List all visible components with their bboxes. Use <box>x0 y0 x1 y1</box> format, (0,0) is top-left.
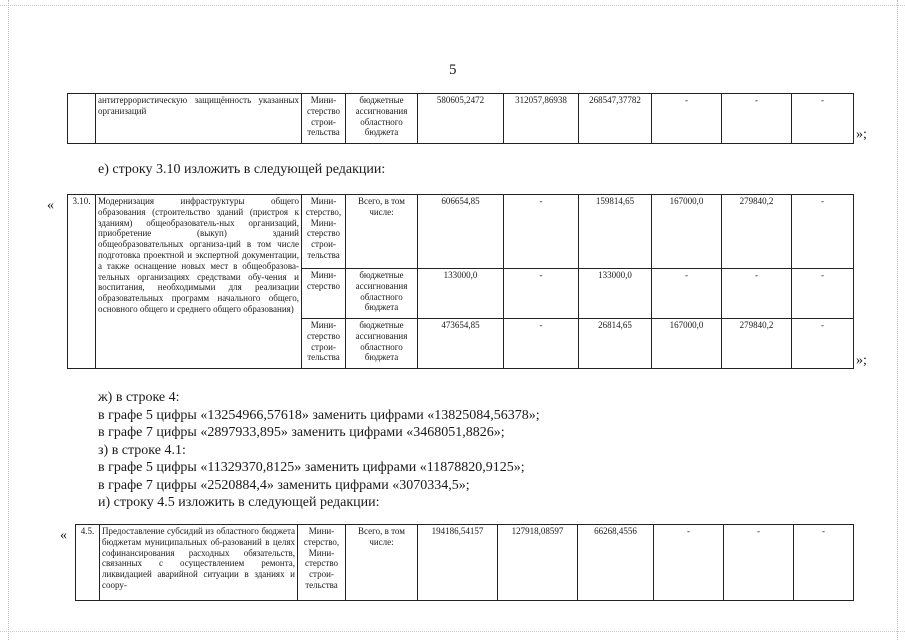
paragraph-line: в графе 7 цифры «2520884,4» заменить цифрами «3070334,5»; <box>98 477 470 493</box>
opening-quote: « <box>60 528 67 543</box>
ministry-cell: Мини-стерство, Мини-стерство строи-тельства <box>302 195 346 269</box>
closing-quote: »; <box>856 353 867 368</box>
row-number <box>68 94 96 144</box>
value-cell: 26814,65 <box>579 319 652 369</box>
value-cell: - <box>722 94 792 144</box>
value-cell: - <box>722 269 792 319</box>
value-cell: 133000,0 <box>418 269 504 319</box>
table-row <box>68 94 854 144</box>
value-cell: 127918,08597 <box>498 525 578 601</box>
ministry-cell: Мини-стерство <box>302 269 346 319</box>
value-cell: 167000,0 <box>652 319 722 369</box>
value-cell: 606654,85 <box>418 195 504 269</box>
paragraph-line: и) строку 4.5 изложить в следующей редакции: <box>98 495 380 510</box>
source-cell: бюджетные ассигнования областного бюджета <box>346 269 418 319</box>
table-row <box>68 195 854 269</box>
ministry-cell: Мини-стерство строи-тельства <box>302 319 346 369</box>
value-cell: 580605,2472 <box>418 94 504 144</box>
instruction-paragraphs <box>98 389 540 512</box>
value-cell: - <box>504 319 579 369</box>
closing-quote: »; <box>856 127 867 142</box>
paragraph-line: ж) в строке 4: <box>98 390 180 405</box>
row-text: Предоставление субсидий из областного бюджета бюджетам муниципальных об-разований в целях софинансирования расходных обязательств, связанных с осуществлением ремонта, ликвидацией аварийной ситуации в зданиях и соору- <box>100 525 298 601</box>
value-cell: - <box>504 195 579 269</box>
source-cell: бюджетные ассигнования областного бюджета <box>346 319 418 369</box>
table-row-3-10 <box>67 194 854 369</box>
value-cell: 268547,37782 <box>579 94 652 144</box>
value-cell: 312057,86938 <box>504 94 579 144</box>
value-cell: - <box>652 269 722 319</box>
value-cell: 279840,2 <box>722 319 792 369</box>
instruction-heading: е) строку 3.10 изложить в следующей редакции: <box>98 162 386 177</box>
row-text: Модернизация инфраструктуры общего образования (строительство зданий (пристроя к зданиям) общеобразователь-ных организаций, приобретение (выкуп) зданий общеобразовательных организа-ций в том числе подготовка проектной и экспертной документации, а также оснащение новых мест в общеобразова-тельных организациях средствами обу-чения и воспитания, необходимыми для реализации образовательных программ начального общего, основного общего и среднего общего образования) <box>96 195 302 369</box>
scan-edge-left <box>8 0 9 640</box>
value-cell: - <box>654 525 724 601</box>
row-number: 3.10. <box>68 195 96 369</box>
table-continuation <box>67 93 854 144</box>
paragraph-line: в графе 5 цифры «13254966,57618» заменить цифрами «13825084,56378»; <box>98 407 540 423</box>
table-row-4-5 <box>75 524 854 601</box>
row-number: 4.5. <box>76 525 100 601</box>
value-cell: - <box>794 525 854 601</box>
paragraph-line: в графе 5 цифры «11329370,8125» заменить цифрами «11878820,9125»; <box>98 460 525 475</box>
ministry-cell: Мини-стерство строи-тельства <box>302 94 346 144</box>
paragraph-line: з) в строке 4.1: <box>98 442 186 458</box>
scan-edge-top <box>0 5 905 6</box>
table-row <box>76 525 854 601</box>
value-cell: 159814,65 <box>579 195 652 269</box>
page-number: 5 <box>449 62 457 78</box>
value-cell: - <box>792 269 854 319</box>
row-text: антитеррористическую защищённость указанных организаций <box>96 94 302 144</box>
value-cell: - <box>792 195 854 269</box>
value-cell: - <box>652 94 722 144</box>
opening-quote: « <box>47 198 54 213</box>
value-cell: 473654,85 <box>418 319 504 369</box>
value-cell: 194186,54157 <box>418 525 498 601</box>
source-cell: Всего, в том числе: <box>346 195 418 269</box>
source-cell: бюджетные ассигнования областного бюджета <box>346 94 418 144</box>
scan-edge-bottom <box>0 631 905 632</box>
value-cell: - <box>504 269 579 319</box>
value-cell: 279840,2 <box>722 195 792 269</box>
value-cell: 66268,4556 <box>578 525 654 601</box>
value-cell: - <box>724 525 794 601</box>
scan-edge-right <box>897 0 898 640</box>
source-cell: Всего, в том числе: <box>346 525 418 601</box>
paragraph-line: в графе 7 цифры «2897933,895» заменить цифрами «3468051,8826»; <box>98 425 505 440</box>
value-cell: 133000,0 <box>579 269 652 319</box>
value-cell: 167000,0 <box>652 195 722 269</box>
ministry-cell: Мини-стерство, Мини-стерство строи-тельства <box>298 525 346 601</box>
value-cell: - <box>792 319 854 369</box>
value-cell: - <box>792 94 854 144</box>
